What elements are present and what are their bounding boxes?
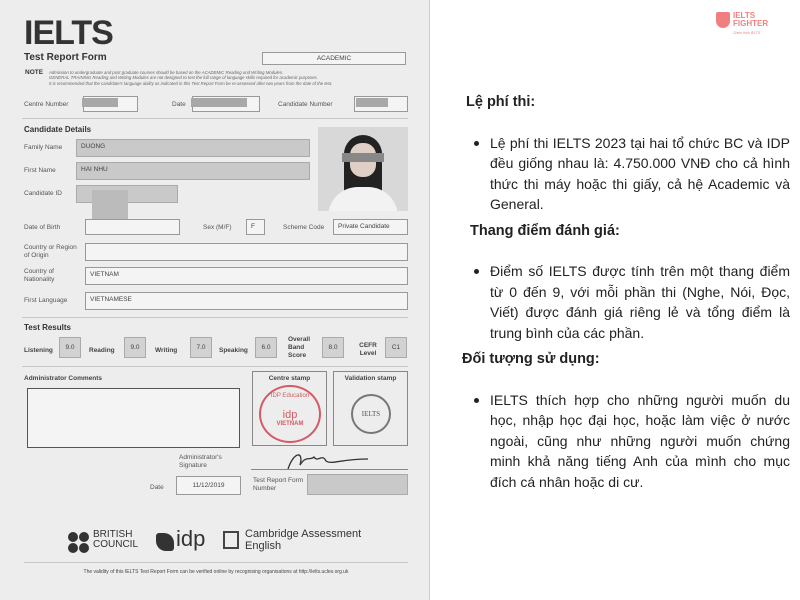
admin-signature-label: Administrator's Signature	[179, 454, 222, 469]
nationality-label: Country of Nationality	[24, 268, 55, 283]
idp-stamp	[259, 385, 321, 443]
redaction	[82, 98, 118, 107]
stamp-text: IDP Education	[270, 393, 310, 399]
sex-value: F	[246, 219, 265, 235]
form-title: Test Report Form	[24, 52, 107, 63]
redaction	[191, 98, 247, 107]
module-box: ACADEMIC	[262, 52, 406, 65]
audience-text: IELTS thích hợp cho những người muốn du học, nhập học đại học, hoặc làm việc ở nước ngoài, cũng như những người muốn chứng minh khả năng tiếng Anh của mình cho mục đích cá nhân hoặc di cư.	[474, 390, 790, 493]
validation-stamp-box	[333, 371, 408, 446]
admin-comments-label: Administrator Comments	[24, 375, 103, 382]
note-line: Admission to undergraduate and post graduate courses should be based on the ACADEMIC Reading and Writing Modules.	[49, 70, 284, 75]
score-label: Speaking	[219, 347, 248, 354]
shield-icon	[716, 12, 730, 28]
redaction	[356, 98, 388, 107]
centre-number-label: Centre Number	[24, 101, 69, 108]
candidate-id-label: Candidate ID	[24, 190, 62, 197]
centre-stamp-label: Centre stamp	[268, 375, 311, 382]
brand-name: IELTS FIGHTER	[733, 11, 769, 28]
dob-box	[85, 219, 180, 235]
idp-logo: idp	[176, 526, 206, 551]
fee-text: Lệ phí thi IELTS 2023 tại hai tổ chức BC và IDP đều giống nhau là: 4.750.000 VNĐ cho cả hình thức thi máy hoặc thi giấy, cả hệ Academic và General.	[474, 133, 790, 215]
note-text	[49, 70, 379, 86]
signature	[280, 447, 370, 475]
family-name-value: DUONG	[76, 139, 310, 157]
admin-comments-box	[27, 388, 240, 448]
score-label: Writing	[155, 347, 178, 354]
divider	[22, 366, 408, 367]
idp-icon	[156, 533, 174, 551]
origin-box	[85, 243, 408, 261]
divider	[24, 562, 408, 563]
score-label: Reading	[89, 347, 115, 354]
test-results-heading: Test Results	[24, 323, 71, 332]
writing-score: 7.0	[190, 337, 212, 358]
british-council-icon	[68, 532, 90, 554]
stamp-text: idp	[282, 409, 298, 421]
fee-heading: Lệ phí thi:	[466, 94, 536, 110]
cefr-level: C1	[385, 337, 407, 358]
cambridge-line: Cambridge Assessment	[245, 528, 362, 540]
reading-score: 9.0	[124, 337, 146, 358]
cambridge-logo	[245, 528, 361, 552]
date-label: Date	[150, 484, 164, 491]
divider	[22, 118, 408, 119]
footer-note: The validity of this IELTS Test Report Form can be verified online by recognising organisations at http://ielts.ucles.org.uk	[83, 569, 349, 575]
trf-number-label: Test Report Form Number	[253, 477, 304, 492]
date-label: Date	[172, 101, 186, 108]
note-line: It is recommended that the candidate's language ability as indicated in this Test Report Form be re-assessed after two years from the date of the test.	[49, 80, 333, 86]
audience-heading: Đối tượng sử dụng:	[462, 351, 600, 367]
speaking-score: 6.0	[255, 337, 277, 358]
british-council-logo: BRITISH COUNCIL	[93, 529, 139, 550]
note-label: NOTE	[25, 69, 44, 76]
stamp-text: VIETNAM	[276, 421, 304, 427]
note-line: GENERAL TRAINING Reading and Writing Modules are not designed to test the full range of language skills required for academic purposes.	[49, 75, 318, 81]
divider	[22, 317, 408, 318]
centre-stamp-box	[252, 371, 327, 446]
first-name-value: HAI NHU	[76, 162, 310, 180]
candidate-number-label: Candidate Number	[278, 101, 333, 108]
issue-date: 11/12/2019	[176, 476, 241, 495]
scheme-code-value: Private Candidate	[333, 219, 408, 235]
score-scale-text: Điểm số IELTS được tính trên một thang điểm từ 0 đến 9, với mỗi phần thi (Nghe, Nói, Đọc, Viết) được đánh giá riêng lẻ và tổng điểm là trung bình của các phần.	[474, 261, 790, 343]
origin-label: Country or Region of Origin	[24, 244, 77, 259]
score-scale-heading: Thang điểm đánh giá:	[470, 222, 620, 239]
signature-line	[251, 469, 408, 470]
sex-label: Sex (M/F)	[203, 224, 232, 231]
first-name-label: First Name	[24, 167, 56, 174]
scheme-code-label: Scheme Code	[283, 224, 325, 231]
brand-tagline: Chiến binh IELTS	[733, 31, 761, 35]
score-label: Listening	[24, 347, 53, 354]
family-name-label: Family Name	[24, 144, 63, 151]
ielts-fighter-logo	[716, 12, 785, 28]
score-label: CEFR Level	[359, 342, 377, 357]
validation-stamp-label: Validation stamp	[344, 375, 397, 382]
trf-number-box	[307, 474, 408, 495]
first-language-value: VIETNAMESE	[85, 292, 408, 310]
dob-label: Date of Birth	[24, 224, 61, 231]
cambridge-shield-icon	[223, 531, 239, 549]
first-language-label: First Language	[24, 297, 68, 304]
score-label: Overall Band Score	[288, 336, 311, 359]
candidate-photo	[318, 127, 408, 211]
candidate-details-heading: Candidate Details	[24, 125, 92, 134]
overall-score: 8.0	[322, 337, 344, 358]
cambridge-line: English	[245, 540, 282, 552]
validation-seal: IELTS	[351, 394, 391, 434]
info-panel	[462, 92, 790, 498]
listening-score: 9.0	[59, 337, 81, 358]
ielts-logo: IELTS	[24, 14, 113, 52]
nationality-value: VIETNAM	[85, 267, 408, 285]
